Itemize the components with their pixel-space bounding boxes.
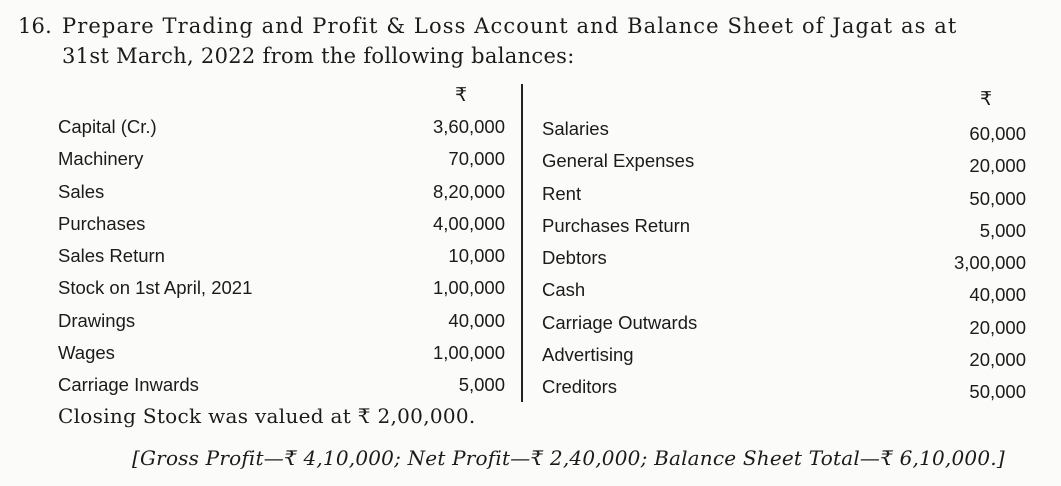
balance-label: Creditors — [542, 376, 618, 398]
balance-amount: 20,000 — [969, 316, 1026, 338]
balance-label: Purchases — [58, 212, 146, 234]
balance-label: Machinery — [58, 148, 144, 170]
balance-row — [542, 279, 1026, 311]
balance-label: Debtors — [542, 247, 607, 269]
balance-row — [58, 148, 505, 180]
balance-amount: 20,000 — [969, 349, 1026, 371]
balances-left-column — [58, 116, 505, 407]
question-text-line-1: Prepare Trading and Profit & Loss Account and Balance Sheet of Jagat as at — [62, 14, 958, 38]
closing-stock-note: Closing Stock was valued at ₹ 2,00,000. — [58, 404, 476, 428]
balance-row — [58, 342, 505, 374]
column-divider — [521, 84, 523, 402]
balance-amount: 40,000 — [969, 284, 1026, 306]
balance-row — [542, 118, 1026, 150]
balance-amount: 50,000 — [969, 381, 1026, 403]
balance-amount: 10,000 — [448, 245, 505, 267]
balance-row — [542, 312, 1026, 344]
balance-row — [58, 213, 505, 245]
balance-amount: 1,00,000 — [432, 277, 505, 299]
balance-row — [542, 150, 1026, 182]
balance-amount: 5,000 — [458, 374, 505, 396]
balance-label: Salaries — [542, 118, 609, 139]
balance-row — [542, 376, 1026, 408]
currency-header-left: ₹ — [455, 85, 468, 106]
balance-row — [542, 247, 1026, 279]
balance-label: Stock on 1st April, 2021 — [58, 277, 253, 299]
balance-row — [58, 277, 505, 309]
balance-amount: 60,000 — [969, 123, 1026, 144]
balance-row — [58, 181, 505, 213]
balance-label: Carriage Outwards — [542, 311, 698, 333]
balance-label: Purchases Return — [542, 214, 691, 236]
balance-row — [58, 374, 505, 406]
balance-row — [58, 116, 505, 148]
balance-amount: 50,000 — [969, 187, 1026, 209]
balances-right-column — [542, 118, 1026, 409]
answer-key: [Gross Profit—₹ 4,10,000; Net Profit—₹ 2,40,000; Balance Sheet Total—₹ 6,10,000.] — [132, 446, 1005, 470]
balance-amount: 40,000 — [448, 309, 505, 331]
balance-row — [58, 245, 505, 277]
balance-amount: 8,20,000 — [432, 180, 505, 202]
balance-amount: 70,000 — [448, 148, 505, 170]
balance-row — [58, 310, 505, 342]
balance-label: General Expenses — [542, 150, 695, 172]
balance-amount: 4,00,000 — [432, 212, 505, 234]
balance-label: Cash — [542, 279, 586, 301]
balance-amount: 20,000 — [969, 155, 1026, 177]
balance-label: Rent — [542, 182, 582, 204]
balance-label: Advertising — [542, 344, 634, 366]
balance-label: Wages — [58, 342, 115, 364]
balance-amount: 3,00,000 — [953, 252, 1026, 274]
balance-amount: 3,60,000 — [432, 116, 505, 137]
question-text-line-2: 31st March, 2022 from the following balances: — [62, 44, 575, 68]
question-number: 16. — [18, 14, 52, 38]
balance-row — [542, 215, 1026, 247]
balance-label: Sales — [58, 180, 105, 202]
currency-header-right: ₹ — [980, 89, 993, 110]
balance-amount: 1,00,000 — [432, 342, 505, 364]
balance-label: Capital (Cr.) — [58, 116, 157, 137]
balance-row — [542, 344, 1026, 376]
balance-label: Drawings — [58, 309, 136, 331]
balance-row — [542, 183, 1026, 215]
balance-amount: 5,000 — [979, 219, 1026, 241]
balance-label: Sales Return — [58, 245, 165, 267]
balance-label: Carriage Inwards — [58, 374, 199, 396]
